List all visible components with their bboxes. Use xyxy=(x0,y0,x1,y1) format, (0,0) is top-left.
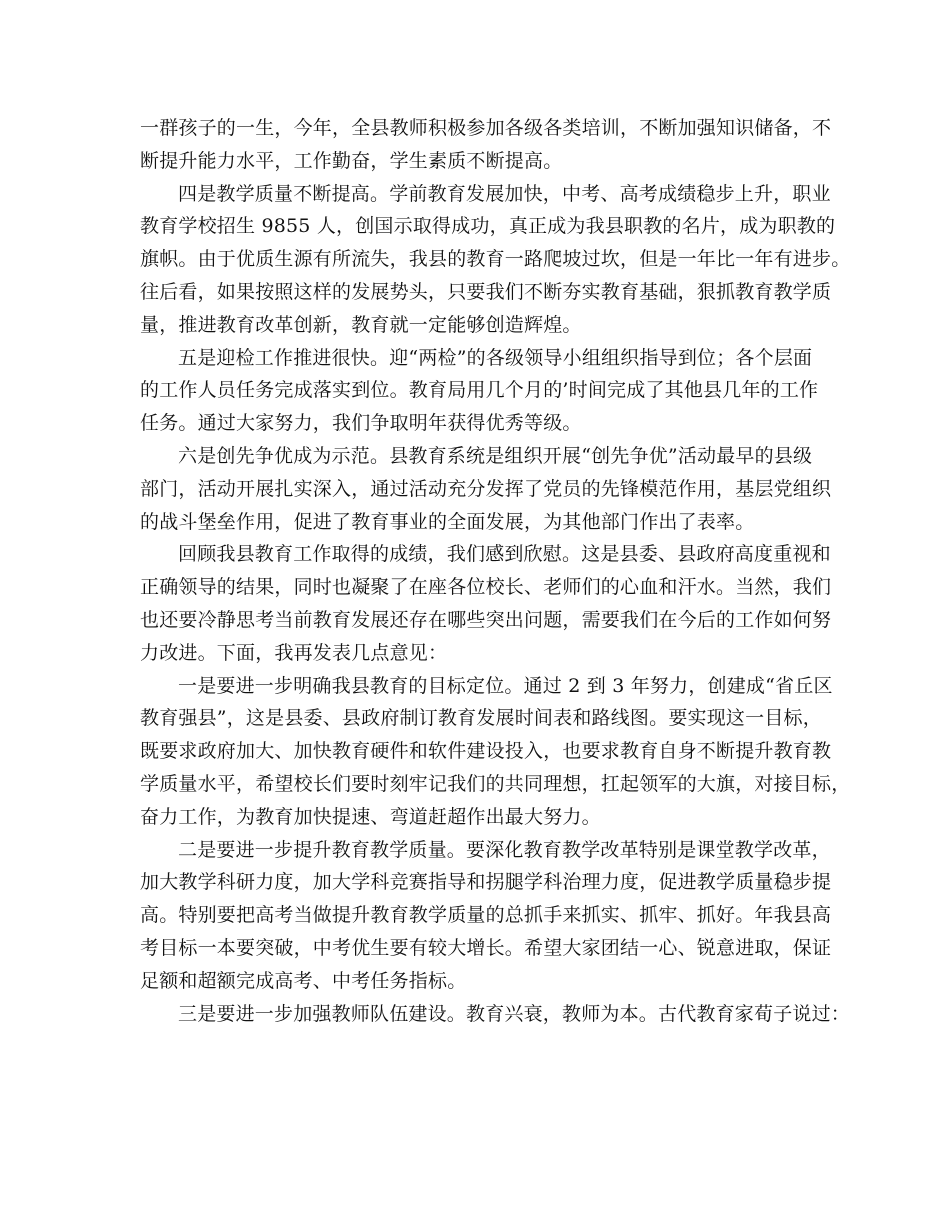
text-line: 的工作人员任务完成落实到位。教育局用几个月的’时间完成了其他县几年的工作 xyxy=(140,379,819,402)
text-line: 往后看，如果按照这样的发展势头，只要我们不断夯实教育基础，狠抓教育教学质 xyxy=(140,280,832,303)
text-line: 也还要冷静思考当前教育发展还存在哪些突出问题，需要我们在今后的工作如何努 xyxy=(140,608,832,631)
text-line: 既要求政府加大、加快教育硬件和软件建设投入，也要求教育自身不断提升教育教 xyxy=(140,740,832,763)
text-line: 学质量水平，希望校长们要时刻牢记我们的共同理想，扛起领军的大旗，对接目标， xyxy=(140,772,851,795)
text-line: 教育强县”，这是县委、县政府制订教育发展时间表和路线图。要实现这一目标， xyxy=(140,707,822,730)
text-line: 教育学校招生 9855 人，创国示取得成功，真正成为我县职教的名片，成为职教的 xyxy=(140,215,836,238)
paragraph-first-line: 三是要进一步加强教师队伍建设。教育兴衰，教师为本。古代教育家荀子说过： xyxy=(178,1002,851,1025)
text-line: 一群孩子的一生，今年，全县教师积极参加各级各类培训，不断加强知识储备，不 xyxy=(140,117,832,139)
text-line: 力改进。下面，我再发表几点意见： xyxy=(140,641,448,664)
text-line: 的战斗堡垒作用，促进了教育事业的全面发展，为其他部门作出了表率。 xyxy=(140,510,755,533)
text-line: 部门，活动开展扎实深入，通过活动充分发挥了党员的先锋模范作用，基层党组织 xyxy=(140,477,832,500)
paragraph-first-line: 四是教学质量不断提高。学前教育发展加快，中考、高考成绩稳步上升，职业 xyxy=(178,182,831,205)
text-line: 正确领导的结果，同时也凝聚了在座各位校长、老师们的心血和汗水。当然，我们 xyxy=(140,576,832,599)
paragraph-first-line: 六是创先争优成为示范。县教育系统是组织开展“创先争优”活动最早的县级 xyxy=(178,444,813,467)
paragraph-first-line: 五是迎检工作推进很快。迎“两检”的各级领导小组组织指导到位；各个层面 xyxy=(178,346,813,369)
text-line: 奋力工作，为教育加快提速、弯道赶超作出最大努力。 xyxy=(140,805,601,828)
text-line: 考目标一本要突破，中考优生要有较大增长。希望大家团结一心、锐意进取，保证 xyxy=(140,936,832,959)
text-line: 加大教学科研力度，加大学科竞赛指导和拐腿学科治理力度，促进教学质量稳步提 xyxy=(140,871,832,894)
text-line: 断提升能力水平，工作勤奋，学生素质不断提高。 xyxy=(140,149,563,172)
paragraph-first-line: 回顾我县教育工作取得的成绩，我们感到欣慰。这是县委、县政府高度重视和 xyxy=(178,543,831,566)
document-body xyxy=(140,112,851,1030)
text-line: 任务。通过大家努力，我们争取明年获得优秀等级。 xyxy=(140,412,582,435)
text-line: 量，推进教育改革创新，教育就一定能够创造辉煌。 xyxy=(140,313,582,336)
text-line: 足额和超额完成高考、中考任务指标。 xyxy=(140,969,467,992)
text-line: 旗帜。由于优质生源有所流失，我县的教育一路爬坡过坎，但是一年比一年有进步。 xyxy=(140,248,851,271)
text-line: 高。特别要把高考当做提升教育教学质量的总抓手来抓实、抓牢、抓好。年我县高 xyxy=(140,904,832,927)
paragraph-first-line: 一是要进一步明确我县教育的目标定位。通过 2 到 3 年努力，创建成“省丘区 xyxy=(178,674,833,697)
paragraph-first-line: 二是要进一步提升教育教学质量。要深化教育教学改革特别是课堂教学改革， xyxy=(178,838,831,861)
